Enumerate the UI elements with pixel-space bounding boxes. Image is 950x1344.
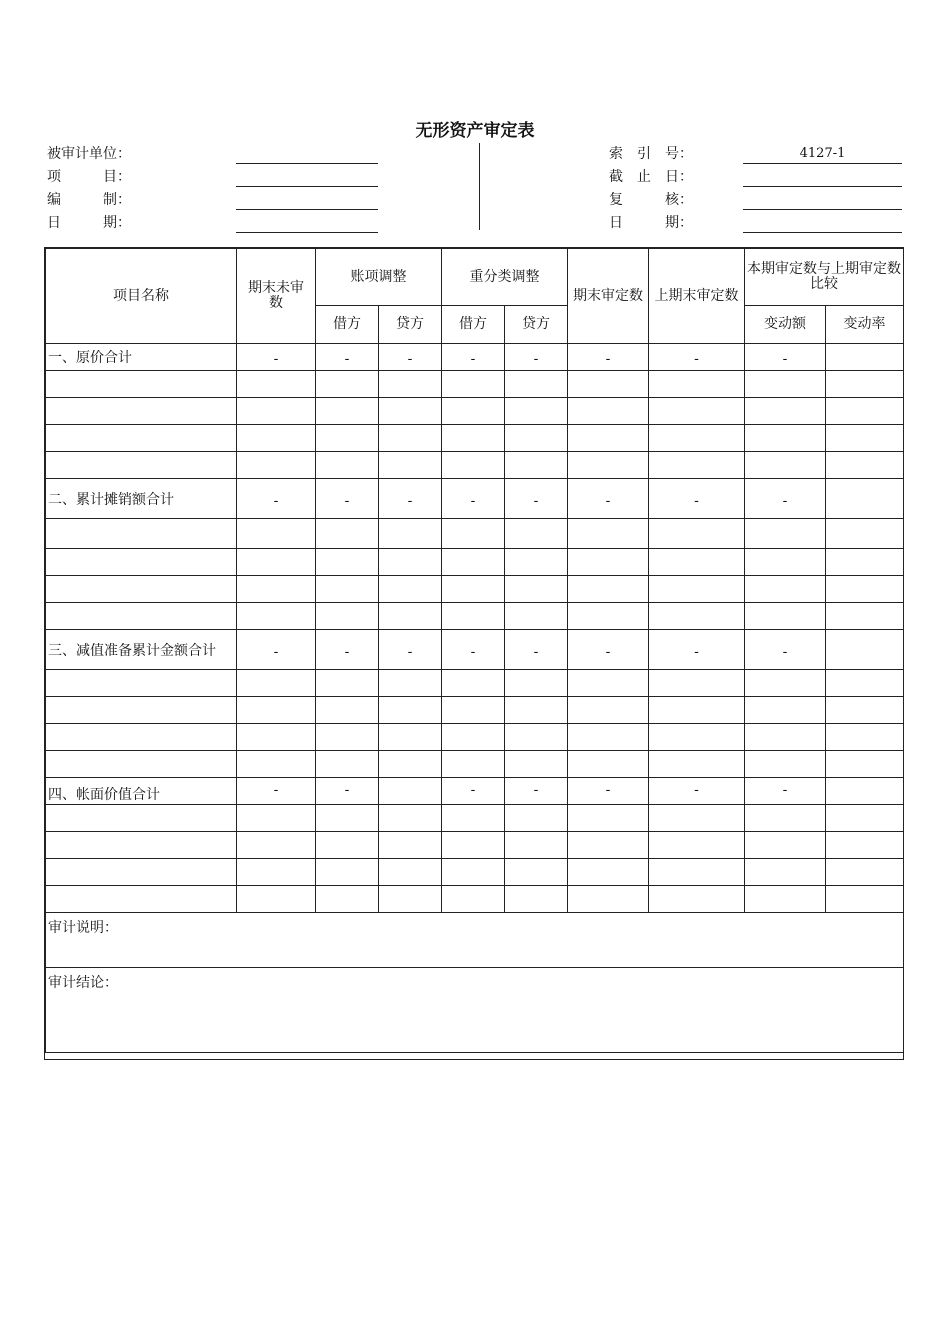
value-cell[interactable]: - xyxy=(505,630,568,670)
item-name-cell[interactable] xyxy=(46,549,237,576)
value-cell[interactable] xyxy=(745,724,826,751)
value-cell[interactable]: - xyxy=(505,778,568,805)
value-cell[interactable] xyxy=(826,751,904,778)
col-header-end-unaudited: 期末未审数 xyxy=(237,249,316,344)
value-cell[interactable] xyxy=(379,549,442,576)
value-cell[interactable] xyxy=(237,452,316,479)
value-cell[interactable] xyxy=(379,452,442,479)
date-right-field[interactable] xyxy=(743,232,902,233)
value-cell[interactable] xyxy=(237,398,316,425)
value-cell[interactable] xyxy=(442,724,505,751)
value-cell[interactable] xyxy=(745,452,826,479)
header-label-date-left: 日 期： xyxy=(47,215,131,231)
value-cell[interactable]: - xyxy=(316,344,379,371)
header-label-cutoff-date: 截 止 日： xyxy=(609,169,693,185)
value-cell[interactable] xyxy=(316,398,379,425)
value-cell[interactable] xyxy=(237,576,316,603)
col-header-end-audited: 期末审定数 xyxy=(568,249,649,344)
value-cell[interactable] xyxy=(379,425,442,452)
item-name-cell[interactable] xyxy=(46,398,237,425)
table-row xyxy=(46,805,904,832)
value-cell[interactable] xyxy=(505,832,568,859)
value-cell[interactable] xyxy=(505,519,568,549)
value-cell[interactable] xyxy=(745,425,826,452)
value-cell[interactable] xyxy=(649,697,745,724)
value-cell[interactable] xyxy=(826,452,904,479)
audit-note-row xyxy=(46,913,904,968)
value-cell[interactable] xyxy=(649,398,745,425)
item-name-cell[interactable] xyxy=(46,603,237,630)
value-cell[interactable] xyxy=(237,519,316,549)
value-cell[interactable] xyxy=(379,751,442,778)
value-cell[interactable] xyxy=(649,805,745,832)
value-cell[interactable]: - xyxy=(237,479,316,519)
value-cell[interactable]: - xyxy=(568,344,649,371)
value-cell[interactable] xyxy=(745,697,826,724)
value-cell[interactable] xyxy=(237,751,316,778)
table-row xyxy=(46,549,904,576)
value-cell[interactable] xyxy=(379,778,442,805)
table-row xyxy=(46,832,904,859)
section-label: 四、帐面价值合计 xyxy=(46,778,237,805)
value-cell[interactable] xyxy=(826,778,904,805)
value-cell[interactable] xyxy=(442,670,505,697)
value-cell[interactable] xyxy=(826,603,904,630)
item-name-cell[interactable] xyxy=(46,371,237,398)
col-header-account-adjustment: 账项调整 xyxy=(316,249,442,306)
value-cell[interactable] xyxy=(826,344,904,371)
value-cell[interactable] xyxy=(649,886,745,913)
section-total-row xyxy=(46,630,904,670)
value-cell[interactable]: - xyxy=(505,344,568,371)
col-header-reclass-adjustment: 重分类调整 xyxy=(442,249,568,306)
value-cell[interactable]: - xyxy=(316,630,379,670)
section-label: 三、减值准备累计金额合计 xyxy=(46,630,237,670)
value-cell[interactable] xyxy=(745,603,826,630)
value-cell[interactable] xyxy=(442,549,505,576)
value-cell[interactable] xyxy=(745,398,826,425)
table-row xyxy=(46,697,904,724)
header-divider xyxy=(479,143,480,230)
header-label-project: 项 目： xyxy=(47,169,131,185)
value-cell[interactable] xyxy=(379,697,442,724)
value-cell[interactable] xyxy=(237,549,316,576)
cutoff-date-field[interactable] xyxy=(743,186,902,187)
value-cell[interactable] xyxy=(442,425,505,452)
value-cell[interactable]: - xyxy=(442,344,505,371)
item-name-cell[interactable] xyxy=(46,425,237,452)
value-cell[interactable]: - xyxy=(379,630,442,670)
value-cell[interactable] xyxy=(237,805,316,832)
col-header-item-name: 项目名称 xyxy=(46,249,237,344)
item-name-cell[interactable] xyxy=(46,886,237,913)
value-cell[interactable]: - xyxy=(442,479,505,519)
col-header-debit: 借方 xyxy=(316,306,379,344)
value-cell[interactable] xyxy=(442,576,505,603)
value-cell[interactable] xyxy=(505,724,568,751)
section-total-row xyxy=(46,479,904,519)
value-cell[interactable] xyxy=(379,603,442,630)
value-cell[interactable] xyxy=(826,805,904,832)
value-cell[interactable] xyxy=(826,519,904,549)
audit-table xyxy=(45,248,904,1053)
value-cell[interactable] xyxy=(237,670,316,697)
value-cell[interactable] xyxy=(505,425,568,452)
value-cell[interactable] xyxy=(505,371,568,398)
value-cell[interactable] xyxy=(505,576,568,603)
item-name-cell[interactable] xyxy=(46,519,237,549)
audit-conclusion-row xyxy=(46,968,904,1053)
value-cell[interactable] xyxy=(745,886,826,913)
item-name-cell[interactable] xyxy=(46,670,237,697)
table-row xyxy=(46,371,904,398)
value-cell[interactable] xyxy=(826,697,904,724)
value-cell[interactable] xyxy=(237,425,316,452)
value-cell[interactable]: - xyxy=(316,778,379,805)
header-label-date-right: 日 期： xyxy=(609,215,693,231)
value-cell[interactable] xyxy=(649,452,745,479)
value-cell[interactable] xyxy=(649,859,745,886)
value-cell[interactable] xyxy=(442,832,505,859)
value-cell[interactable] xyxy=(568,576,649,603)
value-cell[interactable] xyxy=(568,603,649,630)
value-cell[interactable] xyxy=(237,832,316,859)
value-cell[interactable]: - xyxy=(442,630,505,670)
item-name-cell[interactable] xyxy=(46,724,237,751)
value-cell[interactable] xyxy=(316,751,379,778)
value-cell[interactable] xyxy=(826,479,904,519)
value-cell[interactable]: - xyxy=(649,630,745,670)
value-cell[interactable]: - xyxy=(379,479,442,519)
col-header-change-amount: 变动额 xyxy=(745,306,826,344)
value-cell[interactable] xyxy=(316,886,379,913)
item-name-cell[interactable] xyxy=(46,576,237,603)
value-cell[interactable] xyxy=(379,670,442,697)
value-cell[interactable] xyxy=(442,751,505,778)
value-cell[interactable] xyxy=(505,398,568,425)
value-cell[interactable]: - xyxy=(442,778,505,805)
value-cell[interactable]: - xyxy=(745,778,826,805)
value-cell[interactable]: - xyxy=(649,344,745,371)
value-cell[interactable] xyxy=(505,549,568,576)
value-cell[interactable]: - xyxy=(649,479,745,519)
header-label-reviewer: 复 核： xyxy=(609,192,693,208)
value-cell[interactable] xyxy=(237,603,316,630)
value-cell[interactable] xyxy=(568,832,649,859)
value-cell[interactable] xyxy=(568,886,649,913)
value-cell[interactable] xyxy=(826,549,904,576)
value-cell[interactable]: - xyxy=(379,344,442,371)
header-label-audited-unit: 被审计单位： xyxy=(47,146,131,162)
value-cell[interactable] xyxy=(745,670,826,697)
table-row xyxy=(46,886,904,913)
value-cell[interactable] xyxy=(505,886,568,913)
value-cell[interactable] xyxy=(316,371,379,398)
value-cell[interactable] xyxy=(379,832,442,859)
value-cell[interactable] xyxy=(316,425,379,452)
index-no-field[interactable] xyxy=(743,146,902,164)
value-cell[interactable] xyxy=(379,576,442,603)
value-cell[interactable] xyxy=(649,751,745,778)
table-row xyxy=(46,452,904,479)
index-no-value: 4127-1 xyxy=(799,146,846,161)
value-cell[interactable] xyxy=(826,425,904,452)
col-header-reclass-credit: 贷方 xyxy=(505,306,568,344)
reviewer-field[interactable] xyxy=(743,209,902,210)
value-cell[interactable] xyxy=(316,670,379,697)
value-cell[interactable] xyxy=(568,519,649,549)
table-row xyxy=(46,519,904,549)
value-cell[interactable] xyxy=(745,859,826,886)
value-cell[interactable] xyxy=(442,371,505,398)
value-cell[interactable] xyxy=(826,724,904,751)
value-cell[interactable] xyxy=(649,832,745,859)
value-cell[interactable] xyxy=(649,371,745,398)
audited-unit-field[interactable] xyxy=(236,163,378,164)
item-name-cell[interactable] xyxy=(46,805,237,832)
value-cell[interactable] xyxy=(826,576,904,603)
date-left-field[interactable] xyxy=(236,232,378,233)
value-cell[interactable] xyxy=(745,751,826,778)
value-cell[interactable]: - xyxy=(316,479,379,519)
value-cell[interactable] xyxy=(568,425,649,452)
value-cell[interactable] xyxy=(316,859,379,886)
value-cell[interactable] xyxy=(826,832,904,859)
section-label: 一、原价合计 xyxy=(46,344,237,371)
value-cell[interactable] xyxy=(745,576,826,603)
table-row xyxy=(46,603,904,630)
value-cell[interactable] xyxy=(316,519,379,549)
value-cell[interactable] xyxy=(442,859,505,886)
col-header-comparison: 本期审定数与上期审定数比较 xyxy=(745,249,904,306)
value-cell[interactable] xyxy=(505,859,568,886)
value-cell[interactable]: - xyxy=(505,479,568,519)
value-cell[interactable] xyxy=(442,805,505,832)
value-cell[interactable] xyxy=(649,576,745,603)
value-cell[interactable] xyxy=(505,697,568,724)
project-field[interactable] xyxy=(236,186,378,187)
value-cell[interactable] xyxy=(568,549,649,576)
value-cell[interactable]: - xyxy=(745,630,826,670)
value-cell[interactable] xyxy=(745,549,826,576)
value-cell[interactable] xyxy=(826,371,904,398)
value-cell[interactable] xyxy=(316,805,379,832)
value-cell[interactable] xyxy=(745,371,826,398)
value-cell[interactable]: - xyxy=(745,479,826,519)
audit-note[interactable]: 审计说明： xyxy=(46,913,904,968)
value-cell[interactable] xyxy=(316,576,379,603)
page-title: 无形资产审定表 xyxy=(415,121,535,141)
value-cell[interactable]: - xyxy=(568,630,649,670)
value-cell[interactable] xyxy=(505,805,568,832)
value-cell[interactable] xyxy=(379,886,442,913)
header-label-index-no: 索 引 号： xyxy=(609,146,693,162)
value-cell[interactable] xyxy=(826,670,904,697)
header-label-prepared-by: 编 制： xyxy=(47,192,131,208)
value-cell[interactable]: - xyxy=(745,344,826,371)
col-header-prev-audited: 上期末审定数 xyxy=(649,249,745,344)
value-cell[interactable] xyxy=(237,859,316,886)
value-cell[interactable] xyxy=(568,398,649,425)
value-cell[interactable] xyxy=(505,751,568,778)
table-row xyxy=(46,670,904,697)
audit-conclusion[interactable]: 审计结论： xyxy=(46,968,904,1053)
value-cell[interactable] xyxy=(442,697,505,724)
value-cell[interactable] xyxy=(379,371,442,398)
value-cell[interactable] xyxy=(568,805,649,832)
col-header-credit: 贷方 xyxy=(379,306,442,344)
value-cell[interactable] xyxy=(442,519,505,549)
value-cell[interactable] xyxy=(745,832,826,859)
value-cell[interactable] xyxy=(442,398,505,425)
table-row xyxy=(46,398,904,425)
value-cell[interactable] xyxy=(379,805,442,832)
value-cell[interactable] xyxy=(826,630,904,670)
table-row xyxy=(46,859,904,886)
value-cell[interactable] xyxy=(568,859,649,886)
col-header-change-rate: 变动率 xyxy=(826,306,904,344)
value-cell[interactable]: - xyxy=(568,778,649,805)
value-cell[interactable] xyxy=(649,670,745,697)
value-cell[interactable]: - xyxy=(237,778,316,805)
table-row xyxy=(46,751,904,778)
value-cell[interactable] xyxy=(505,452,568,479)
value-cell[interactable] xyxy=(649,549,745,576)
value-cell[interactable] xyxy=(745,805,826,832)
value-cell[interactable] xyxy=(505,603,568,630)
value-cell[interactable]: - xyxy=(649,778,745,805)
value-cell[interactable]: - xyxy=(237,344,316,371)
table-row xyxy=(46,724,904,751)
value-cell[interactable] xyxy=(568,452,649,479)
value-cell[interactable] xyxy=(442,452,505,479)
value-cell[interactable] xyxy=(649,425,745,452)
table-row xyxy=(46,425,904,452)
table-row xyxy=(46,576,904,603)
value-cell[interactable] xyxy=(649,724,745,751)
value-cell[interactable] xyxy=(826,859,904,886)
col-header-reclass-debit: 借方 xyxy=(442,306,505,344)
item-name-cell[interactable] xyxy=(46,832,237,859)
value-cell[interactable] xyxy=(568,371,649,398)
item-name-cell[interactable] xyxy=(46,697,237,724)
value-cell[interactable] xyxy=(568,697,649,724)
section-label: 二、累计摊销额合计 xyxy=(46,479,237,519)
value-cell[interactable] xyxy=(237,697,316,724)
value-cell[interactable]: - xyxy=(237,630,316,670)
value-cell[interactable]: - xyxy=(568,479,649,519)
section-total-row xyxy=(46,344,904,371)
value-cell[interactable] xyxy=(826,886,904,913)
value-cell[interactable] xyxy=(316,724,379,751)
section-total-row xyxy=(46,778,904,805)
value-cell[interactable] xyxy=(237,886,316,913)
value-cell[interactable] xyxy=(316,452,379,479)
value-cell[interactable] xyxy=(568,751,649,778)
item-name-cell[interactable] xyxy=(46,859,237,886)
item-name-cell[interactable] xyxy=(46,452,237,479)
value-cell[interactable] xyxy=(237,371,316,398)
value-cell[interactable] xyxy=(649,603,745,630)
value-cell[interactable] xyxy=(826,398,904,425)
value-cell[interactable] xyxy=(379,724,442,751)
value-cell[interactable] xyxy=(237,724,316,751)
value-cell[interactable] xyxy=(442,603,505,630)
value-cell[interactable] xyxy=(379,398,442,425)
item-name-cell[interactable] xyxy=(46,751,237,778)
value-cell[interactable] xyxy=(316,603,379,630)
value-cell[interactable] xyxy=(568,724,649,751)
value-cell[interactable] xyxy=(568,670,649,697)
value-cell[interactable] xyxy=(442,886,505,913)
prepared-by-field[interactable] xyxy=(236,209,378,210)
value-cell[interactable] xyxy=(316,549,379,576)
value-cell[interactable] xyxy=(745,519,826,549)
value-cell[interactable] xyxy=(316,832,379,859)
value-cell[interactable] xyxy=(379,859,442,886)
value-cell[interactable] xyxy=(316,697,379,724)
value-cell[interactable] xyxy=(649,519,745,549)
value-cell[interactable] xyxy=(379,519,442,549)
value-cell[interactable] xyxy=(505,670,568,697)
